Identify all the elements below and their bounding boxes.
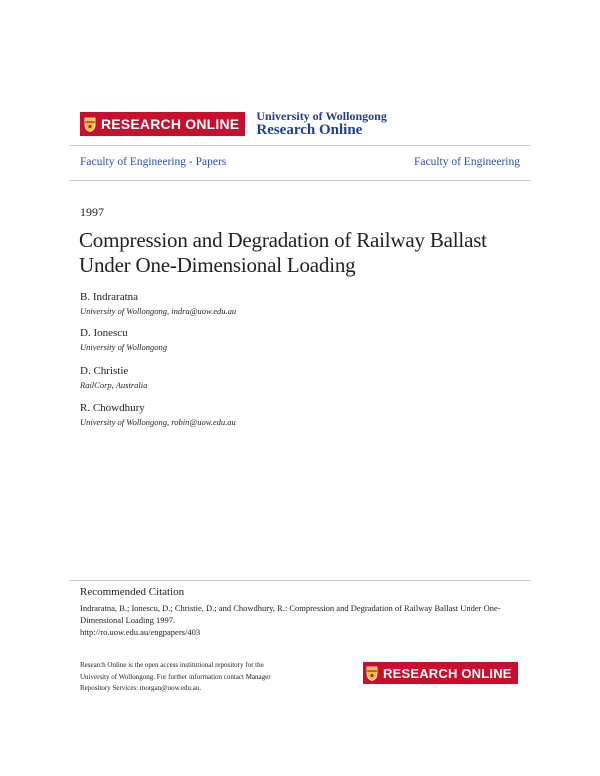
uow-shield-icon [366, 666, 378, 681]
citation-body [80, 602, 520, 638]
citation-heading: Recommended Citation [80, 586, 185, 598]
author-affiliation: RailCorp, Australia [80, 380, 148, 390]
uow-shield-icon [84, 117, 96, 132]
divider-citation [70, 580, 530, 581]
author-affiliation: University of Wollongong, indra@uow.edu.au [80, 306, 237, 316]
author-entry [80, 327, 167, 352]
header-logo[interactable] [80, 110, 387, 138]
author-entry [80, 365, 147, 390]
paper-title [79, 228, 549, 278]
divider-top [70, 145, 530, 146]
author-affiliation: University of Wollongong [80, 342, 168, 352]
title-line: Under One-Dimensional Loading [79, 253, 356, 277]
footer-line: Repository Services: morgan@uow.edu.au. [80, 684, 202, 692]
footer-logo[interactable] [363, 662, 518, 684]
repository-name: Research Online [256, 121, 363, 138]
author-name: D. Ionescu [80, 327, 128, 339]
badge-label: RESEARCH ONLINE [383, 665, 512, 681]
footer-line: Research Online is the open access institutional repository for the [80, 661, 264, 669]
author-name: D. Christie [80, 365, 129, 377]
university-wordmark [256, 110, 386, 138]
citation-line: Dimensional Loading 1997. [80, 615, 176, 625]
footer-line: University of Wollongong. For further information contact Manager [80, 672, 271, 681]
research-online-badge [363, 662, 518, 684]
author-entry [80, 291, 236, 316]
research-online-badge [80, 112, 245, 136]
university-name: University of Wollongong [256, 109, 387, 123]
divider-nav [70, 180, 530, 181]
author-entry [80, 402, 236, 427]
citation-line: Indraratna, B.; Ionescu, D.; Christie, D.; and Chowdhury, R.: Compression and Degradation of Railway Ballast Under One- [80, 603, 501, 613]
title-line: Compression and Degradation of Railway Ballast [79, 228, 487, 252]
faculty-link[interactable]: Faculty of Engineering [413, 156, 520, 168]
citation-url-link[interactable]: http://ro.uow.edu.au/engpapers/403 [80, 627, 201, 637]
badge-label: RESEARCH ONLINE [101, 116, 240, 133]
footer-notice [80, 660, 350, 695]
author-name: R. Chowdhury [80, 402, 145, 414]
author-affiliation: University of Wollongong, robin@uow.edu.au [80, 417, 236, 427]
author-name: B. Indraratna [80, 291, 139, 303]
publication-year: 1997 [80, 205, 104, 219]
faculty-papers-link[interactable]: Faculty of Engineering - Papers [80, 156, 227, 168]
